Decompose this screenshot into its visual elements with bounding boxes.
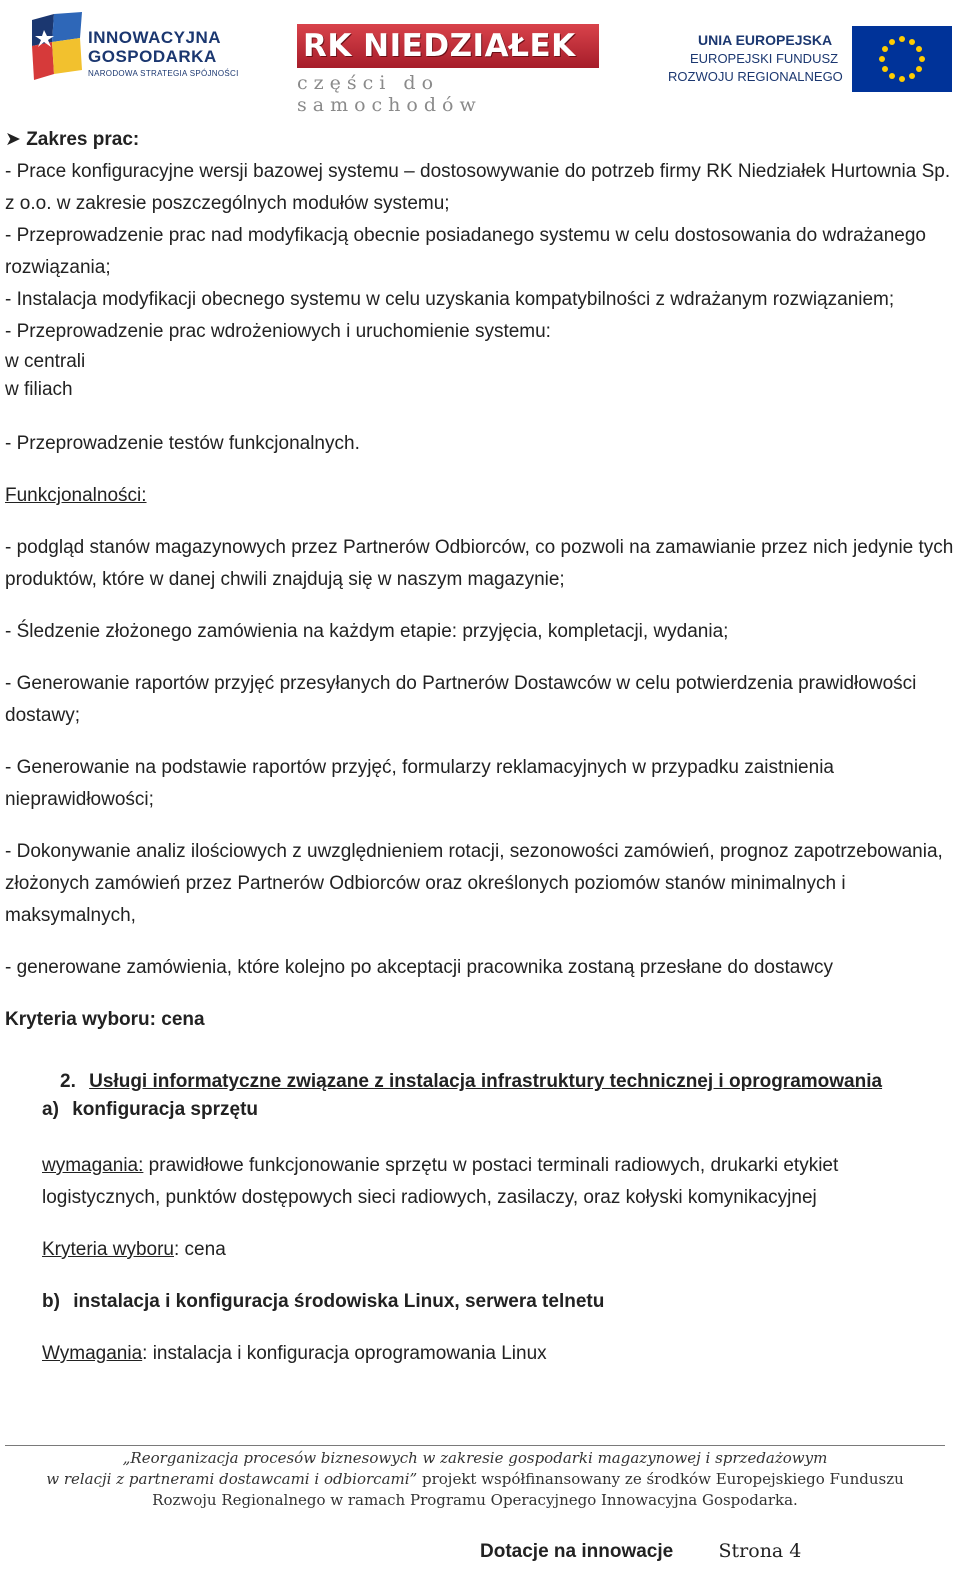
scope-heading [5, 124, 955, 156]
eu-logo-line2: EUROPEJSKI FUNDUSZ [690, 51, 839, 66]
footer-bottom [480, 1540, 801, 1563]
scope-item: w centrali [5, 351, 86, 372]
page-number: Strona 4 [718, 1540, 802, 1562]
subsection-b-label: b) [42, 1291, 60, 1312]
functions-criteria: Kryteria wyboru: cena [5, 1009, 205, 1030]
function-item: - Generowanie raportów przyjęć przesyłanych do Partnerów Dostawców w celu potwierdzenia prawidłowości dostawy; [5, 673, 917, 726]
subsection-a-label: a) [42, 1099, 59, 1120]
innowacyjna-gospodarka-logo [30, 12, 245, 86]
footer-project-note [5, 1448, 945, 1511]
subsection-b-requirements [5, 1338, 955, 1370]
footer-line2-italic: w relacji z partnerami dostawcami i odbiorcami” [46, 1470, 418, 1488]
rk-niedzialek-logo [297, 24, 599, 116]
subsection-a-heading [5, 1096, 955, 1124]
arrow-bullet-icon: ➤ [5, 129, 21, 150]
document-body [5, 124, 955, 1370]
scope-last-item: - Przeprowadzenie testów funkcjonalnych. [5, 433, 360, 454]
footer-line2-rest: projekt współfinansowany ze środków Europejskiego Funduszu [417, 1470, 904, 1488]
functions-title: Funkcjonalności: [5, 485, 147, 506]
footer-line3: Rozwoju Regionalnego w ramach Programu Operacyjnego Innowacyjna Gospodarka. [152, 1491, 798, 1509]
section2-title: Usługi informatyczne związane z instalacja infrastruktury technicznej i oprogramowania [89, 1071, 883, 1092]
eu-fund-logo [668, 24, 954, 94]
logo-ig-line3: NARODOWA STRATEGIA SPÓJNOŚCI [88, 69, 239, 78]
eu-logo-line3: ROZWOJU REGIONALNEGO [668, 69, 843, 84]
scope-item: - Przeprowadzenie prac wdrożeniowych i uruchomienie systemu: [5, 321, 551, 342]
function-item: - generowane zamówienia, które kolejno po akceptacji pracownika zostaną przesłane do dostawcy [5, 957, 834, 978]
innowacyjna-gospodarka-flag-icon [30, 12, 90, 82]
scope-item: w filiach [5, 379, 73, 400]
requirements-label: Wymagania [42, 1343, 143, 1364]
subsection-b-heading [5, 1286, 955, 1318]
rk-logo-subtitle: części do samochodów [297, 72, 482, 116]
scope-item: - Przeprowadzenie prac nad modyfikacją obecnie posiadanego systemu w celu dostosowania do wdrażanego rozwiązania; [5, 225, 926, 278]
eu-flag-icon [852, 26, 952, 92]
subsection-a-criteria [5, 1234, 955, 1266]
footer-line2 [5, 1469, 945, 1490]
scope-item: - Instalacja modyfikacji obecnego systemu w celu uzyskania kompatybilności z wdrażanym rozwiązaniem; [5, 289, 895, 310]
requirements-label: wymagania: [42, 1155, 144, 1176]
document-header [0, 0, 960, 116]
footer-line1: „Reorganizacja procesów biznesowych w zakresie gospodarki magazynowej i sprzedażowym [122, 1449, 828, 1467]
subsection-a-requirements [5, 1150, 955, 1214]
function-item: - Dokonywanie analiz ilościowych z uwzględnieniem rotacji, sezonowości zamówień, prognoz zapotrzebowania, złożonych zamówień przez Partnerów Odbiorców oraz określonych poziomów stanów minimalnych i maksymalnych, [5, 841, 943, 926]
section2-heading [5, 1068, 955, 1096]
function-item: - podgląd stanów magazynowych przez Partnerów Odbiorców, co pozwoli na zamawianie przez nich jedynie tych produktów, które w danej chwili znajdują się w naszym magazynie; [5, 537, 954, 590]
logo-ig-line1: INNOWACYJNA [88, 28, 222, 47]
requirements-text: : instalacja i konfiguracja oprogramowania Linux [142, 1343, 547, 1364]
footer-slogan: Dotacje na innowacje [480, 1541, 674, 1562]
scope-item: - Prace konfiguracyjne wersji bazowej systemu – dostosowywanie do potrzeb firmy RK Niedziałek Hurtownia Sp. z o.o. w zakresie poszczególnych modułów systemu; [5, 161, 951, 214]
logo-ig-line2: GOSPODARKA [88, 47, 217, 66]
subsection-b-title: instalacja i konfiguracja środowiska Linux, serwera telnetu [73, 1291, 605, 1312]
criteria-label: Kryteria wyboru [42, 1239, 174, 1260]
criteria-text: : cena [174, 1239, 226, 1260]
eu-logo-line1: UNIA EUROPEJSKA [698, 32, 833, 48]
scope-title: Zakres prac: [26, 129, 140, 150]
function-item: - Śledzenie złożonego zamówienia na każdym etapie: przyjęcia, kompletacji, wydania; [5, 621, 729, 642]
section2-number: 2. [60, 1071, 76, 1092]
function-item: - Generowanie na podstawie raportów przyjęć, formularzy reklamacyjnych w przypadku zaistnienia nieprawidłowości; [5, 757, 834, 810]
subsection-a-title: konfiguracja sprzętu [72, 1099, 259, 1120]
footer-divider [5, 1445, 945, 1446]
rk-logo-name: RK NIEDZIAŁEK [303, 28, 576, 64]
requirements-text: prawidłowe funkcjonowanie sprzętu w postaci terminali radiowych, drukarki etykiet logistycznych, punktów dostępowych sieci radiowych, zasilaczy, oraz kołyski komynikacyjnej [42, 1155, 839, 1208]
